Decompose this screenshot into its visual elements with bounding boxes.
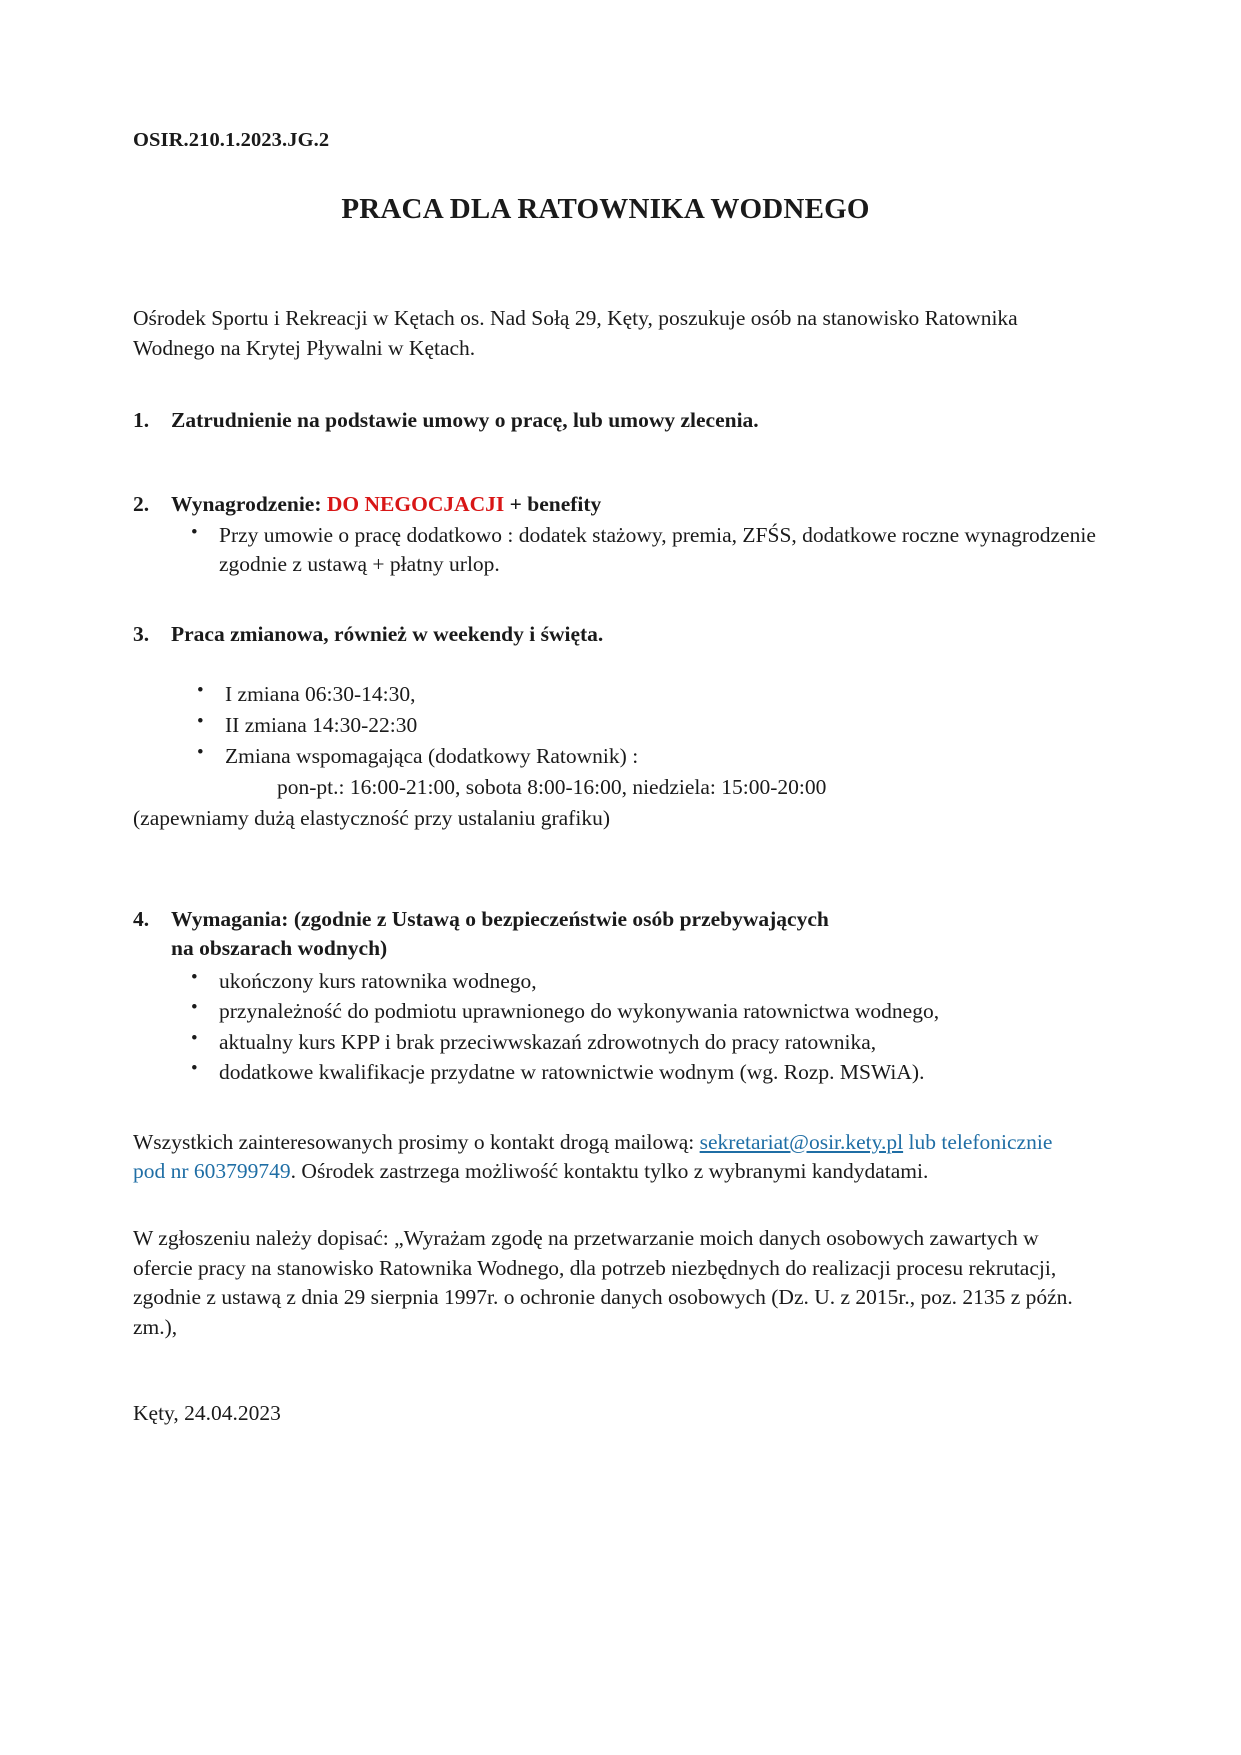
item-number: 4.: [133, 907, 150, 932]
requirements-list: [171, 966, 1108, 1088]
document-date: Kęty, 24.04.2023: [133, 1401, 281, 1425]
shift-label: I zmiana 06:30-14:30,: [225, 681, 416, 706]
item-heading: [171, 492, 601, 516]
item-heading: [171, 907, 829, 960]
requirement-label: przynależność do podmiotu uprawnionego do wykonywania ratownictwa wodnego,: [219, 999, 940, 1024]
requirement-label: aktualny kurs KPP i brak przeciwwskazań zdrowotnych do pracy ratownika,: [219, 1029, 877, 1054]
bullet-icon: •: [191, 966, 198, 988]
list-item-label: Przy umowie o pracę dodatkowo : dodatek stażowy, premia, ZFŚS, dodatkowe roczne wynagrodzenie zgodnie z ustawą + płatny urlop.: [219, 522, 1096, 577]
item-heading: Zatrudnienie na podstawie umowy o pracę, lub umowy zlecenia.: [171, 408, 759, 433]
page-title: PRACA DLA RATOWNIKA WODNEGO: [341, 192, 870, 225]
contact-paragraph: [133, 1128, 1088, 1187]
shift-detail-hours: pon-pt.: 16:00-21:00, sobota 8:00-16:00, niedziela: 15:00-20:00: [277, 775, 827, 800]
list-item: [171, 710, 1108, 741]
offer-item-requirements: [133, 905, 1108, 1088]
shift-label: Zmiana wspomagająca (dodatkowy Ratownik) :: [225, 744, 639, 769]
salary-negotiable-badge: DO NEGOCJACJI: [326, 491, 505, 516]
list-item: [171, 966, 1108, 997]
item-heading: Praca zmianowa, również w weekendy i święta.: [171, 621, 604, 646]
intro-paragraph: Ośrodek Sportu i Rekreacji w Kętach os. Nad Sołą 29, Kęty, poszukuje osób na stanowisko Ratownika Wodnego na Krytej Pływalni w Kętach.: [133, 306, 1018, 360]
offer-item-employment: [133, 406, 1108, 435]
schedule-flexibility-note: (zapewniamy dużą elastyczność przy ustalaniu grafiku): [133, 805, 610, 830]
salary-benefits-list: [171, 521, 1108, 580]
bullet-icon: •: [197, 742, 204, 764]
gdpr-consent-paragraph: W zgłoszeniu należy dopisać: „Wyrażam zgodę na przetwarzanie moich danych osobowych zawartych w ofercie pracy na stanowisko Ratownika Wodnego, dla potrzeb niezbędnych do realizacji procesu rekrutacji, zgodnie z ustawą z dnia 29 sierpnia 1997r. o ochronie danych osobowych (Dz. U. z 2015r., poz. 2135 z późn. zm.),: [133, 1225, 1073, 1339]
offer-items-list: [133, 406, 1108, 1087]
requirements-heading-line2: na obszarach wodnych): [171, 936, 388, 961]
bullet-icon: •: [197, 679, 204, 701]
item-number: 3.: [133, 621, 150, 646]
salary-benefits-label: + benefity: [509, 491, 602, 516]
offer-item-shift-work: [133, 620, 1108, 833]
shift-label: II zmiana 14:30-22:30: [225, 713, 418, 738]
bullet-icon: •: [191, 1058, 198, 1080]
requirement-label: dodatkowe kwalifikacje przydatne w ratownictwie wodnym (wg. Rozp. MSWiA).: [219, 1060, 925, 1085]
shift-schedule-list: [171, 679, 1108, 804]
bullet-icon: •: [197, 711, 204, 733]
list-item: [171, 996, 1108, 1027]
list-item: [171, 741, 1108, 803]
requirement-label: ukończony kurs ratownika wodnego,: [219, 968, 537, 993]
contact-email-link[interactable]: sekretariat@osir.kety.pl: [699, 1129, 904, 1154]
document-reference-number: OSIR.210.1.2023.JG.2: [133, 129, 330, 151]
contact-phone-text[interactable]: telefonicznie pod nr 603799749: [133, 1129, 1053, 1184]
offer-item-salary: [133, 490, 1108, 580]
list-item: [171, 1057, 1108, 1088]
bullet-icon: •: [191, 997, 198, 1019]
list-item: [171, 1027, 1108, 1058]
list-item: [171, 679, 1108, 710]
requirements-heading-line1: Wymagania: (zgodnie z Ustawą o bezpieczeństwie osób przebywających: [171, 907, 829, 932]
document-body: [133, 128, 1108, 1343]
salary-label: Wynagrodzenie:: [171, 491, 322, 516]
contact-conjunction: lub: [908, 1129, 936, 1154]
bullet-icon: •: [191, 1027, 198, 1049]
contact-lead-text: Wszystkich zainteresowanych prosimy o kontakt drogą mailową:: [133, 1129, 695, 1154]
item-number: 2.: [133, 491, 150, 516]
contact-tail-text: . Ośrodek zastrzega możliwość kontaktu tylko z wybranymi kandydatami.: [290, 1159, 929, 1184]
bullet-icon: •: [191, 521, 198, 543]
item-number: 1.: [133, 408, 150, 433]
list-item: [171, 521, 1108, 580]
